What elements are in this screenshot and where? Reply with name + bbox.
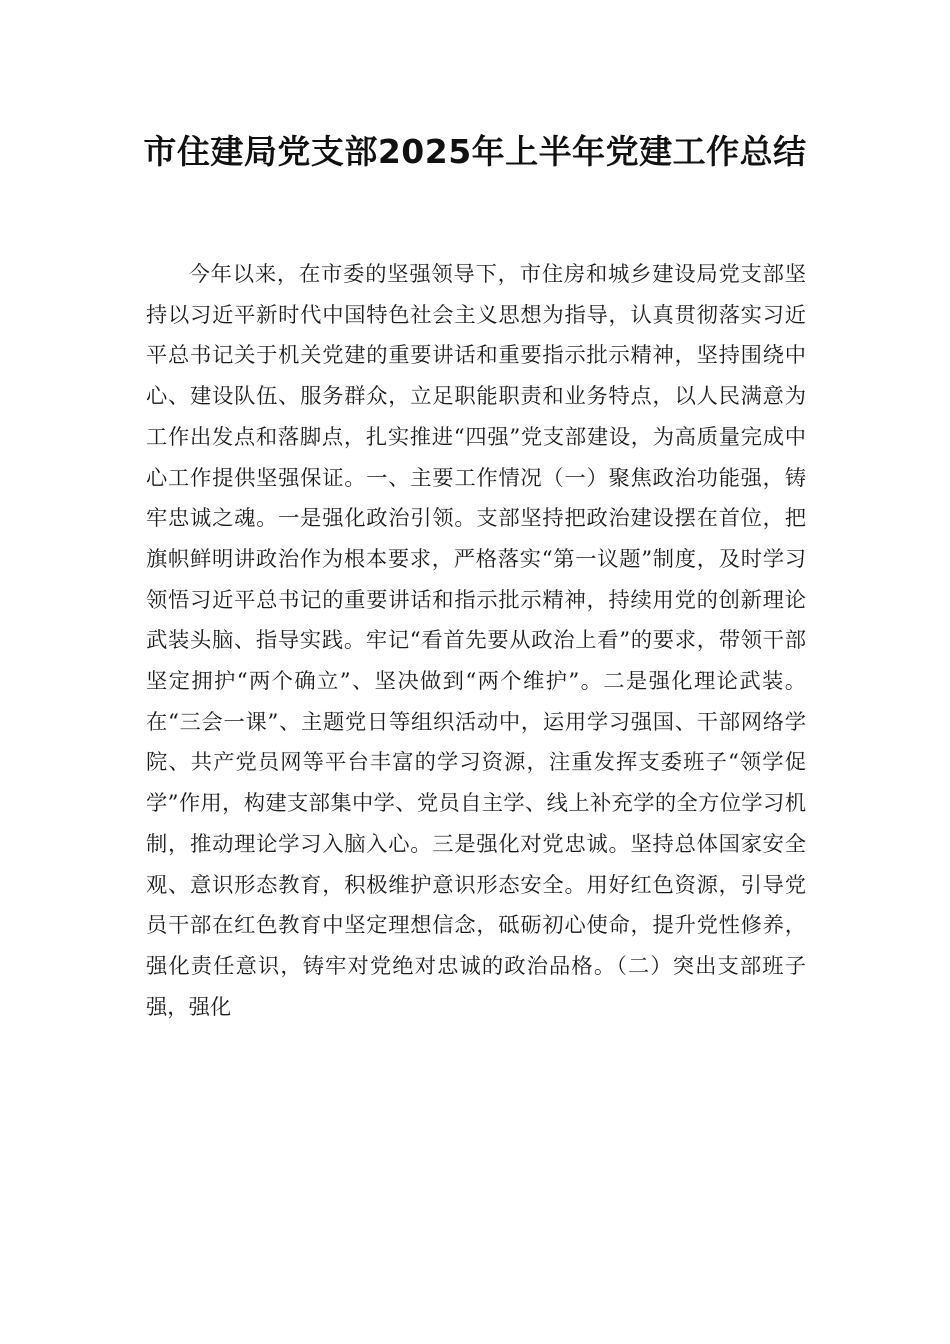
body-paragraph: 今年以来，在市委的坚强领导下，市住房和城乡建设局党支部坚持以习近平新时代中国特色社会主义思想为指导，认真贯彻落实习近平总书记关于机关党建的重要讲话和重要指示批示精神，坚持围绕中心、建设队伍、服务群众，立足职能职责和业务特点，以人民满意为工作出发点和落脚点，扎实推进“四强”党支部建设，为高质量完成中心工作提供坚强保证。一、主要工作情况（一）聚焦政治功能强，铸牢忠诚之魂。一是强化政治引领。支部坚持把政治建设摆在首位，把旗帜鲜明讲政治作为根本要求，严格落实“第一议题”制度，及时学习领悟习近平总书记的重要讲话和指示批示精神，持续用党的创新理论武装头脑、指导实践。牢记“看首先要从政治上看”的要求，带领干部坚定拥护“两个确立”、坚决做到“两个维护”。二是强化理论武装。在“三会一课”、主题党日等组织活动中，运用学习强国、干部网络学院、共产党员网等平台丰富的学习资源，注重发挥支委班子“领学促学”作用，构建支部集中学、党员自主学、线上补充学的全方位学习机制，推动理论学习入脑入心。三是强化对党忠诚。坚持总体国家安全观、意识形态教育，积极维护意识形态安全。用好红色资源，引导党员干部在红色教育中坚定理想信念，砥砺初心使命，提升党性修养，强化责任意识，铸牢对党绝对忠诚的政治品格。（二）突出支部班子强，强化 <box>146 262 806 1020</box>
document-title: 市住建局党支部2025年上半年党建工作总结 <box>143 132 807 171</box>
